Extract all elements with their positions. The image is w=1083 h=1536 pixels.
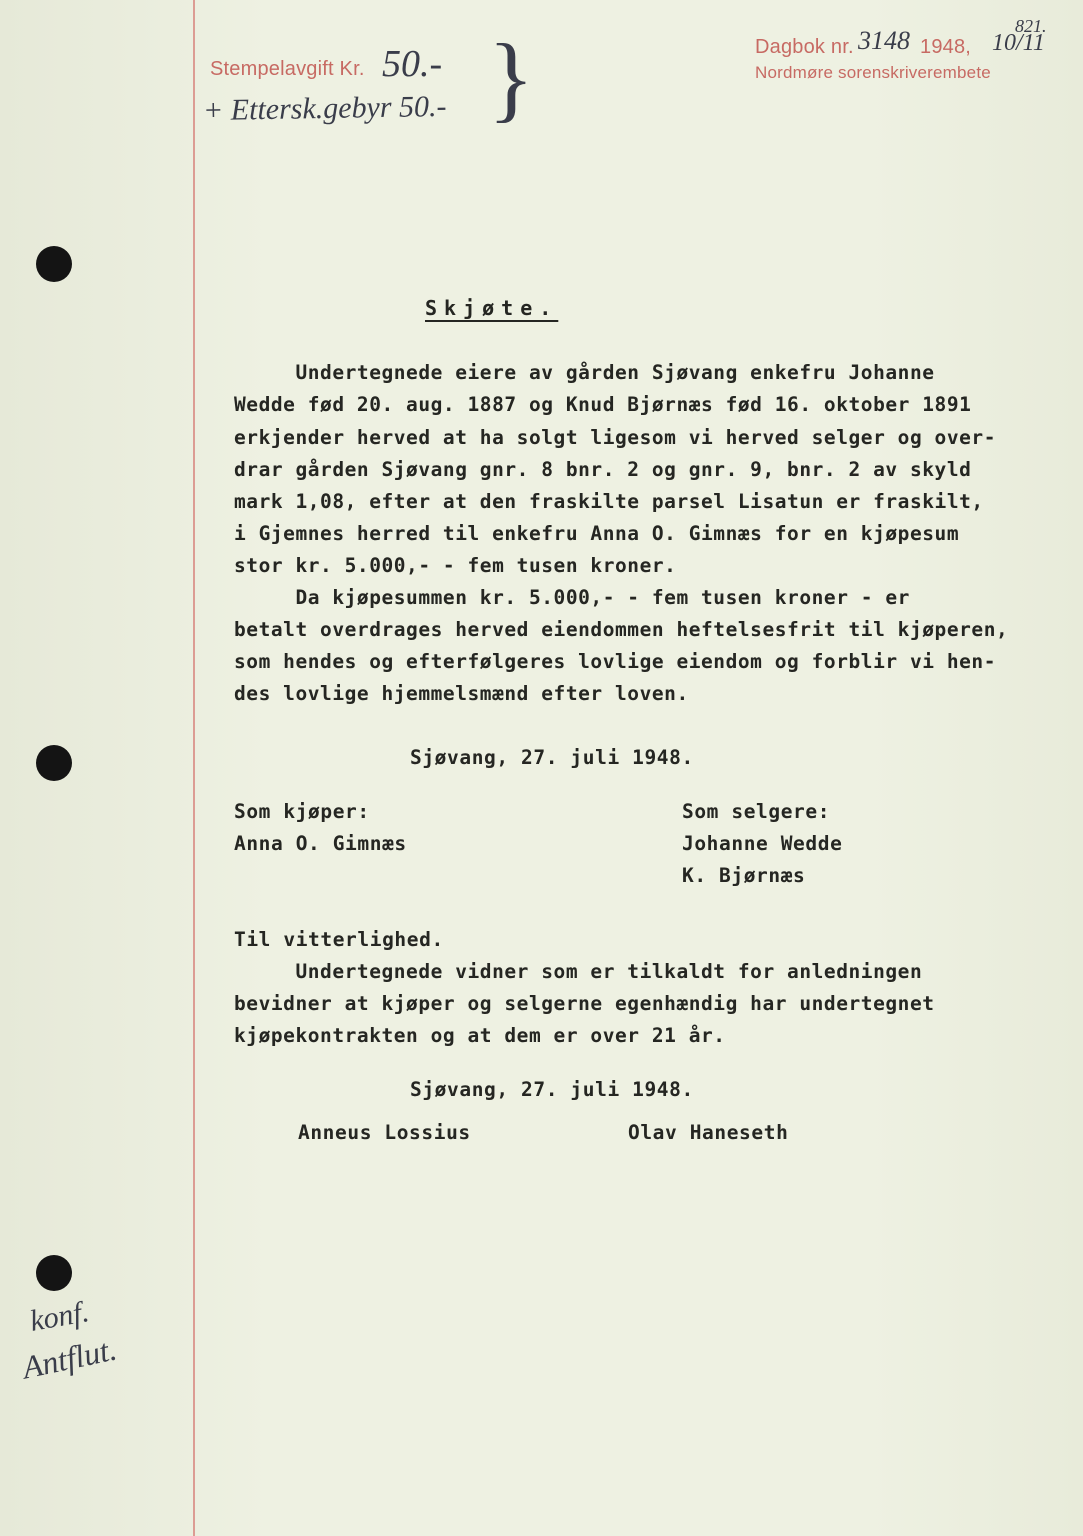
stamp-duty-amount: 50.-	[382, 43, 443, 85]
margin-note-konf: konf.	[27, 1295, 92, 1338]
witness-line: Undertegnede vidner som er tilkaldt for anledningen	[234, 960, 923, 983]
punch-hole-top	[36, 246, 72, 282]
dagbok-date: 10/11	[992, 30, 1045, 56]
dagbok-label: Dagbok nr.	[755, 36, 854, 58]
buyer-name: Anna O. Gimnæs	[234, 832, 407, 855]
witness-line: bevidner at kjøper og selgerne egenhændig har undertegnet	[234, 992, 935, 1015]
office-stamp: Nordmøre sorenskriverembete	[755, 63, 991, 82]
margin-rule	[193, 0, 195, 1536]
page-number: 821.	[1015, 16, 1047, 36]
dagbok-year: 1948,	[920, 36, 972, 58]
dagbok-number: 3148	[858, 26, 910, 55]
seller-name: K. Bjørnæs	[682, 864, 806, 887]
body-line: mark 1,08, efter at den fraskilte parsel Lisatun er fraskilt,	[234, 490, 984, 513]
buyer-label: Som kjøper:	[234, 800, 370, 823]
witness-line: kjøpekontrakten og at dem er over 21 år.	[234, 1024, 726, 1047]
document-title: Skjøte.	[425, 296, 559, 320]
body-line: Undertegnede eiere av gården Sjøvang enkefru Johanne	[234, 361, 935, 384]
place-date: Sjøvang, 27. juli 1948.	[410, 746, 694, 769]
brace-mark: }	[488, 24, 535, 131]
extra-fee-handwritten: + Ettersk.gebyr 50.-	[202, 89, 447, 128]
body-line: betalt overdrages herved eiendommen heftelsesfrit til kjøperen,	[234, 618, 1009, 641]
body-line: des lovlige hjemmelsmænd efter loven.	[234, 682, 689, 705]
body-line: som hendes og efterfølgeres lovlige eiendom og forblir vi hen-	[234, 650, 996, 673]
seller-name: Johanne Wedde	[682, 832, 843, 855]
body-line: Wedde fød 20. aug. 1887 og Knud Bjørnæs fød 16. oktober 1891	[234, 393, 972, 416]
seller-label: Som selgere:	[682, 800, 831, 823]
body-line: drar gården Sjøvang gnr. 8 bnr. 2 og gnr. 9, bnr. 2 av skyld	[234, 458, 972, 481]
place-date-witness: Sjøvang, 27. juli 1948.	[410, 1078, 694, 1101]
body-line: erkjender herved at ha solgt ligesom vi herved selger og over-	[234, 426, 996, 449]
witness-heading: Til vitterlighed.	[234, 928, 444, 951]
punch-hole-bottom	[36, 1255, 72, 1291]
punch-hole-middle	[36, 745, 72, 781]
body-line: Da kjøpesummen kr. 5.000,- - fem tusen kroner - er	[234, 586, 910, 609]
witness-name: Anneus Lossius	[298, 1121, 471, 1144]
margin-note-signature: Antflut.	[19, 1330, 120, 1386]
witness-name: Olav Haneseth	[628, 1121, 789, 1144]
body-line: i Gjemnes herred til enkefru Anna O. Gimnæs for en kjøpesum	[234, 522, 960, 545]
stamp-duty-label: Stempelavgift Kr.	[210, 58, 365, 80]
body-line: stor kr. 5.000,- - fem tusen kroner.	[234, 554, 677, 577]
